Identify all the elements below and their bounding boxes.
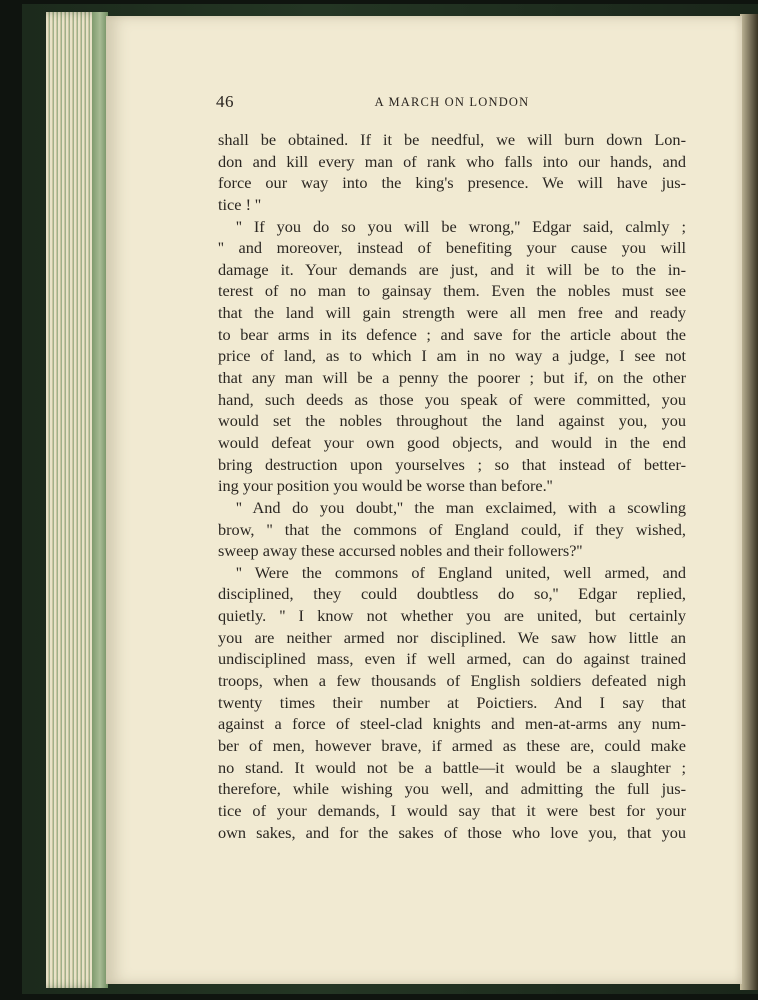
text-line: that the land will gain strength were all men free and ready bbox=[218, 303, 686, 323]
text-line: no stand. It would not be a battle—it would be a slaughter ; bbox=[218, 757, 686, 777]
text-line: would defeat your own good objects, and would in the end bbox=[218, 432, 686, 452]
text-line: own sakes, and for the sakes of those who love you, that you bbox=[218, 822, 686, 842]
text-line: terest of no man to gainsay them. Even the nobles must see bbox=[218, 281, 686, 301]
text-line: quietly. '' I know not whether you are united, but certainly bbox=[218, 606, 686, 626]
text-line: '' If you do so you will be wrong,'' Edgar said, calmly ; bbox=[236, 216, 686, 236]
text-line: against a force of steel-clad knights and men-at-arms any num- bbox=[218, 714, 686, 734]
text-line: would set the nobles throughout the land against you, you bbox=[218, 411, 686, 431]
text-line: you are neither armed nor disciplined. We saw how little an bbox=[218, 627, 686, 647]
text-line: don and kill every man of rank who falls into our hands, and bbox=[218, 151, 686, 171]
text-line: ber of men, however brave, if armed as these are, could make bbox=[218, 735, 686, 755]
text-line: that any man will be a penny the poorer ; but if, on the other bbox=[218, 368, 686, 388]
text-line: tice of your demands, I would say that it were best for your bbox=[218, 800, 686, 820]
text-line: shall be obtained. If it be needful, we will burn down Lon- bbox=[218, 130, 686, 149]
right-page-edge bbox=[740, 14, 758, 990]
text-line: sweep away these accursed nobles and their followers?'' bbox=[218, 541, 583, 561]
text-line: price of land, as to which I am in no way a judge, I see not bbox=[218, 346, 686, 366]
text-line: disciplined, they could doubtless do so,'' Edgar replied, bbox=[218, 584, 686, 604]
text-line: '' And do you doubt,'' the man exclaimed, with a scowling bbox=[236, 497, 686, 517]
text-line: force our way into the king's presence. We will have jus- bbox=[218, 173, 686, 193]
page-header bbox=[216, 92, 688, 114]
text-line: brow, '' that the commons of England could, if they wished, bbox=[218, 519, 686, 539]
text-line: to bear arms in its defence ; and save for the article about the bbox=[218, 324, 686, 344]
text-line: therefore, while wishing you well, and admitting the full jus- bbox=[218, 779, 686, 799]
text-line: bring destruction upon yourselves ; so that instead of better- bbox=[218, 454, 686, 474]
text-line: hand, such deeds as those you speak of were committed, you bbox=[218, 389, 686, 409]
text-line: damage it. Your demands are just, and it will be to the in- bbox=[218, 259, 686, 279]
running-head: A MARCH ON LONDON bbox=[374, 95, 530, 109]
page-number: 46 bbox=[216, 92, 234, 111]
text-line: troops, when a few thousands of English soldiers defeated nigh bbox=[218, 671, 686, 691]
text-line: undisciplined mass, even if well armed, can do against trained bbox=[218, 649, 686, 669]
text-line: ing your position you would be worse than before.'' bbox=[218, 476, 553, 496]
text-line: '' and moreover, instead of benefiting your cause you will bbox=[218, 238, 686, 258]
text-line: tice ! '' bbox=[218, 194, 261, 214]
text-line: '' Were the commons of England united, well armed, and bbox=[236, 562, 686, 582]
body-text bbox=[218, 129, 686, 843]
text-line: twenty times their number at Poictiers. And I say that bbox=[218, 692, 686, 712]
